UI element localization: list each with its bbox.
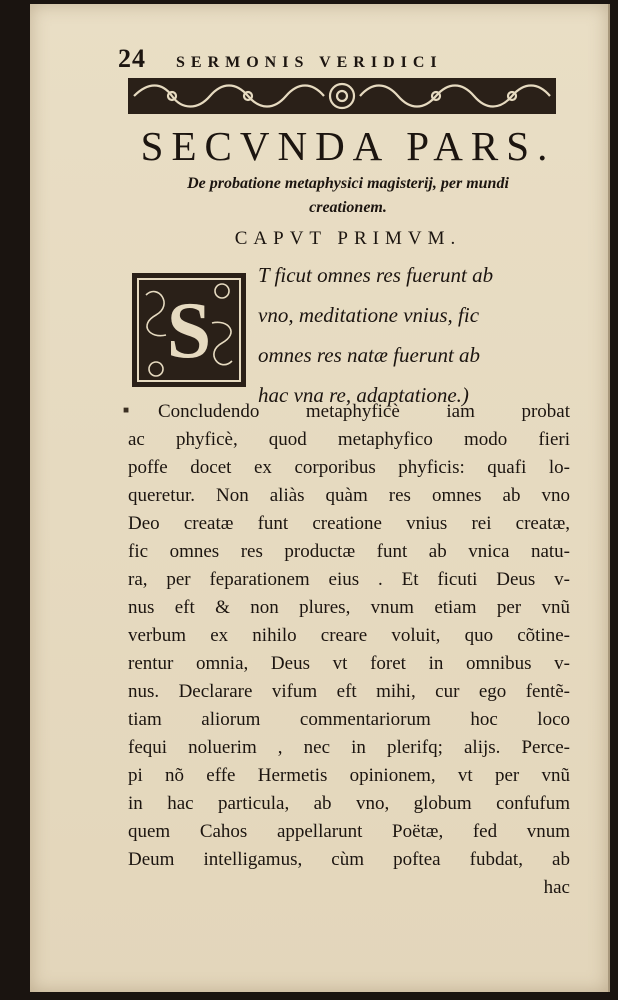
body-line: Concludendo metaphyficè iam probat: [158, 401, 570, 422]
paragraph-mark: ■: [123, 405, 130, 416]
body-line: ac phyficè, quod metaphyfico modo fieri: [128, 429, 570, 450]
subtitle-line: De probatione metaphysici magisterij, per mundi: [187, 175, 509, 192]
opening-line: omnes res natæ fuerunt ab: [258, 343, 481, 367]
opening-line: T ficut omnes res fuerunt ab: [258, 263, 494, 287]
body-line: poffe docet ex corporibus phyficis: quafi lo-: [128, 457, 570, 478]
body-line: Deo creatæ funt creatione vnius rei creatæ,: [128, 513, 570, 534]
body-line: fic omnes res productæ funt ab vnica natu-: [128, 541, 570, 562]
opening-italic-text: [258, 255, 568, 415]
section-subtitle: [128, 172, 568, 220]
body-line: rentur omnia, Deus vt foret in omnibus v-: [128, 653, 570, 674]
opening-line: vno, meditatione vnius, fic: [258, 303, 480, 327]
running-title: SERMONIS VERIDICI: [176, 54, 443, 71]
chapter-heading: CAPVT PRIMVM.: [234, 228, 462, 249]
page-number: 24: [118, 44, 146, 73]
body-line: fequi noluerim , nec in plerifq; alijs. Perce-: [128, 737, 570, 758]
page-header: [118, 44, 568, 74]
body-line: tiam aliorum commentariorum hoc loco: [128, 709, 570, 730]
body-line: quem Cahos appellarunt Poëtæ, fed vnum: [128, 821, 570, 842]
body-line: in hac particula, ab vno, globum confufum: [128, 793, 570, 814]
body-line: queretur. Non aliàs quàm res omnes ab vno: [128, 485, 570, 506]
initial-letter: S: [166, 287, 212, 375]
section-title: SECVNDA PARS.: [140, 123, 556, 169]
body-text: [128, 398, 570, 902]
body-line: Deum intelligamus, cùm poftea fubdat, ab: [128, 849, 570, 870]
body-line: pi nõ effe Hermetis opinionem, vt per vnũ: [128, 765, 570, 786]
body-line: nus. Declarare vifum eft mihi, cur ego fentẽ-: [128, 681, 570, 702]
body-line: verbum ex nihilo creare voluit, quo cõtine-: [128, 625, 570, 646]
subtitle-line: creationem.: [309, 199, 387, 216]
body-line: nus eft & non plures, vnum etiam per vnũ: [128, 597, 570, 618]
body-line: ra, per feparationem eius . Et ficuti Deus v-: [128, 569, 570, 590]
catchword: hac: [543, 877, 570, 898]
opening-line: hac vna re, adaptatione.): [258, 383, 469, 407]
decorated-initial-s: [126, 265, 252, 393]
header-ornament: [128, 78, 556, 114]
